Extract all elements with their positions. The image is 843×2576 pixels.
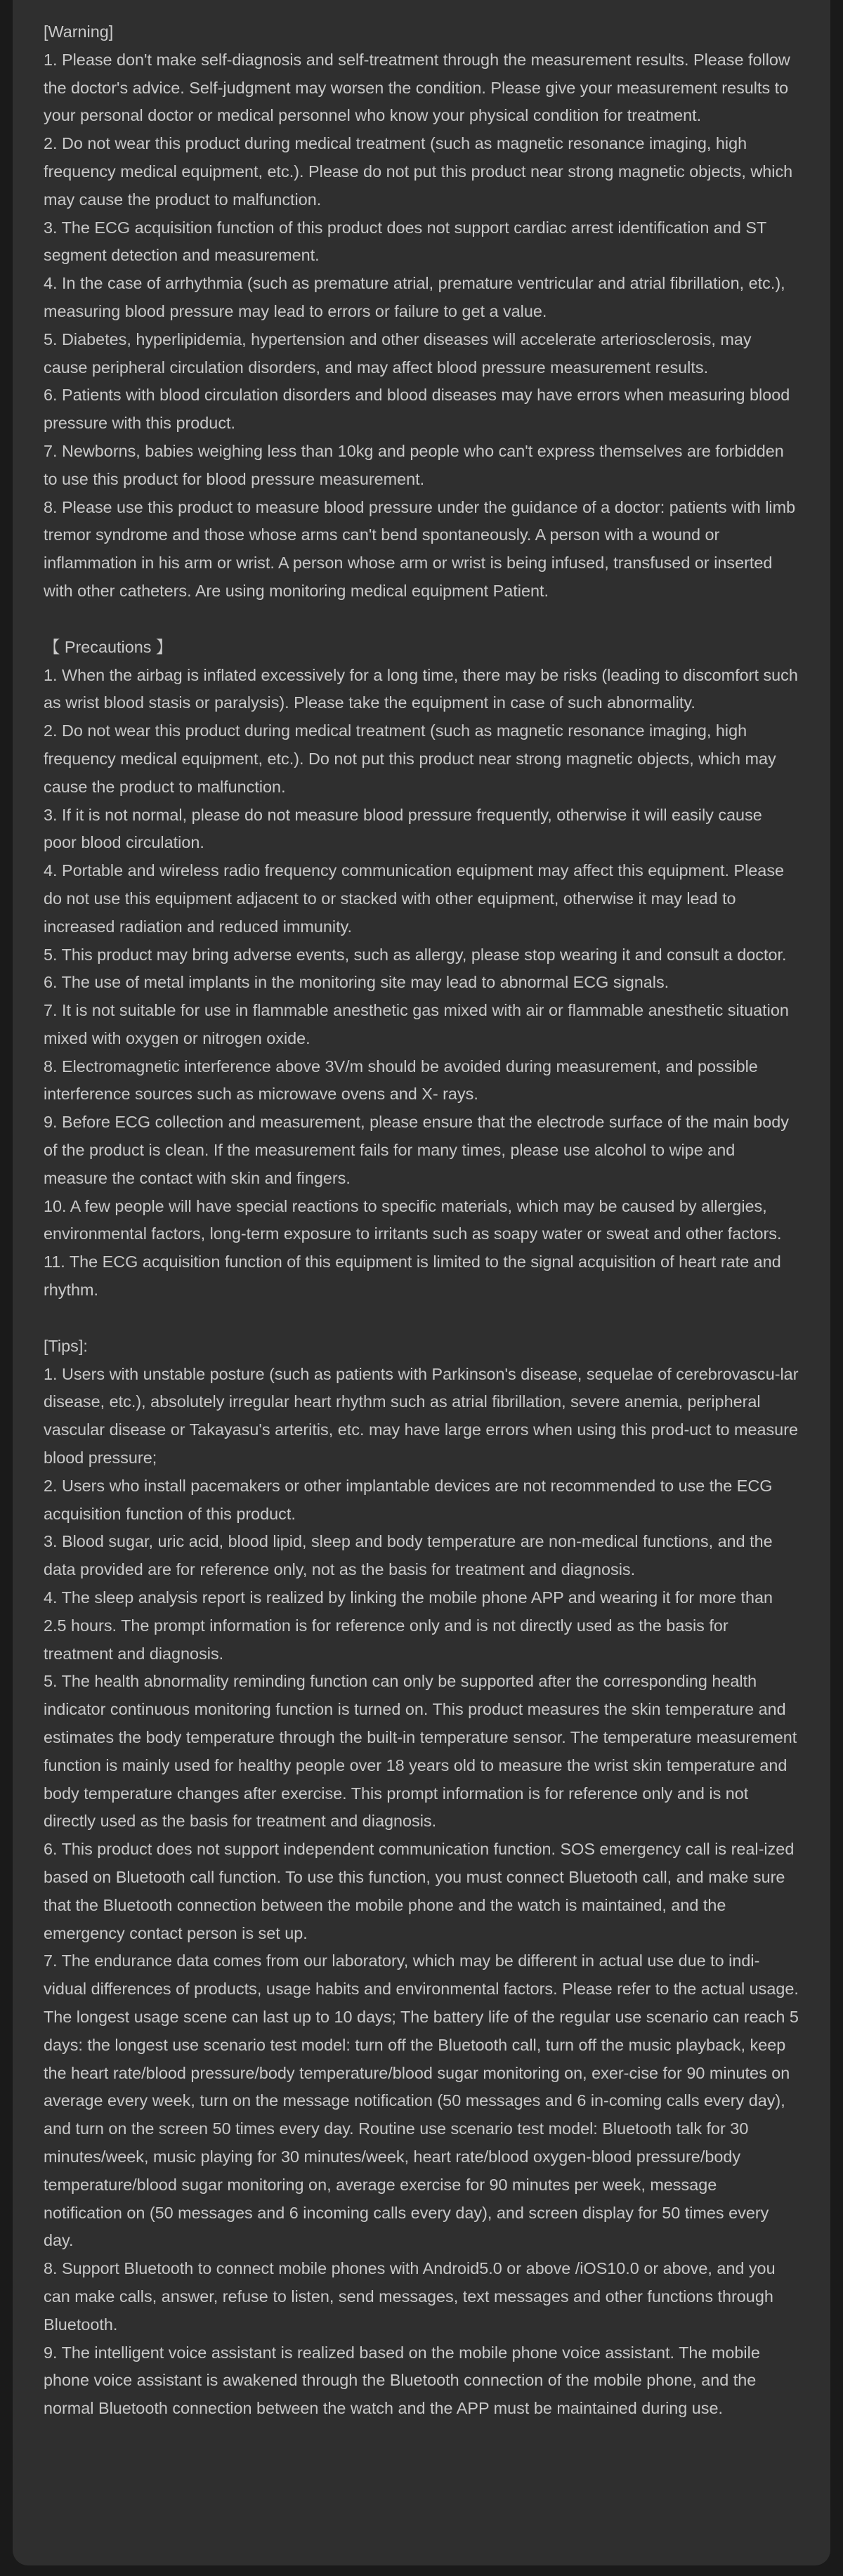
precautions-item-8: 8. Electromagnetic interference above 3V/m should be avoided during measurement, and possible interference sources such as microwave ovens and X- rays. bbox=[44, 1057, 758, 1104]
warning-item-8: 8. Please use this product to measure blood pressure under the guidance of a doctor: patients with limb tremor syndrome and those whose arms can't bend spontaneously. A person with a wound or inflammation in his arm or wrist. A person whose arm or wrist is being infused, transfused or inserted with other catheters. Are using monitoring medical equipment Patient. bbox=[44, 497, 796, 600]
tips-item-1: 1. Users with unstable posture (such as patients with Parkinson's disease, sequelae of cerebrovascu-lar disease, etc.), absolutely irregular heart rhythm such as atrial fibrillation, severe anemia, peripheral vascular disease or Takayasu's arteritis, etc. may have large errors when using this prod-uct to measure blood pressure; bbox=[44, 1364, 799, 1467]
warning-item-6: 6. Patients with blood circulation disorders and blood diseases may have errors when measuring blood pressure with this product. bbox=[44, 386, 790, 433]
tips-item-2: 2. Users who install pacemakers or other implantable devices are not recommended to use the ECG acquisition function of this product. bbox=[44, 1476, 773, 1523]
warning-item-3: 3. The ECG acquisition function of this product does not support cardiac arrest identification and ST segment detection and measurement. bbox=[44, 218, 766, 265]
precautions-item-6: 6. The use of metal implants in the monitoring site may lead to abnormal ECG signals. bbox=[44, 973, 669, 992]
tips-section bbox=[44, 1333, 799, 2423]
warning-item-5: 5. Diabetes, hyperlipidemia, hypertension and other diseases will accelerate arteriosclerosis, may cause peripheral circulation disorders, and may affect blood pressure measurement results. bbox=[44, 329, 752, 377]
warning-item-7: 7. Newborns, babies weighing less than 10kg and people who can't express themselves are forbidden to use this product for blood pressure measurement. bbox=[44, 441, 784, 488]
warning-item-2: 2. Do not wear this product during medical treatment (such as magnetic resonance imaging, high frequency medical equipment, etc.). Please do not put this product near strong magnetic objects, which may cause the product to malfunction. bbox=[44, 134, 793, 209]
precautions-item-9: 9. Before ECG collection and measurement, please ensure that the electrode surface of the main body of the product is clean. If the measurement fails for many times, please use alcohol to wipe and measure the contact with skin and fingers. bbox=[44, 1113, 789, 1187]
tips-item-7: 7. The endurance data comes from our laboratory, which may be different in actual use due to indi-vidual differences of products, usage habits and environmental factors. Please refer to the actual usage. The longest usage scene can last up to 10 days; The battery life of the regular use scenario can reach 5 days: the longest use scenario test model: turn off the Bluetooth call, turn off the music playback, keep the heart rate/blood pressure/body temperature/blood sugar monitoring on, exer-cise for 90 minutes on average every week, turn on the message notification (50 messages and 6 in-coming calls every day), and turn on the screen 50 times every day. Routine use scenario test model: Bluetooth talk for 30 minutes/week, music playing for 30 minutes/week, heart rate/blood oxygen-blood pressure/body temperature/blood sugar monitoring on, average exercise for 90 minutes per week, message notification on (50 messages and 6 incoming calls every day), and screen display for 50 times every day. bbox=[44, 1951, 799, 2250]
precautions-item-5: 5. This product may bring adverse events, such as allergy, please stop wearing it and consult a doctor. bbox=[44, 945, 787, 964]
precautions-item-2: 2. Do not wear this product during medical treatment (such as magnetic resonance imaging, high frequency medical equipment, etc.). Do not put this product near strong magnetic objects, which may cause the product to malfunction. bbox=[44, 721, 776, 796]
document-panel bbox=[13, 0, 830, 2565]
warning-item-4: 4. In the case of arrhythmia (such as premature atrial, premature ventricular and atrial fibrillation, etc.), measuring blood pressure may lead to errors or failure to get a value. bbox=[44, 274, 785, 320]
tips-item-3: 3. Blood sugar, uric acid, blood lipid, sleep and body temperature are non-medical functions, and the data provided are for reference only, not as the basis for treatment and diagnosis. bbox=[44, 1532, 773, 1579]
precautions-item-3: 3. If it is not normal, please do not measure blood pressure frequently, otherwise it will easily cause poor blood circulation. bbox=[44, 805, 762, 852]
warning-item-1: 1. Please don't make self-diagnosis and self-treatment through the measurement results. Please follow the doctor's advice. Self-judgment may worsen the condition. Please give your measurement results to your personal doctor or medical personnel who know your physical condition for treatment. bbox=[44, 50, 790, 125]
tips-item-6: 6. This product does not support independent communication function. SOS emergency call is real-ized based on Bluetooth call function. To use this function, you must connect Bluetooth call, and make sure that the Bluetooth connection between the mobile phone and the watch is maintained, and the emergency contact person is set up. bbox=[44, 1840, 795, 1942]
document-body bbox=[44, 18, 799, 2423]
precautions-item-4: 4. Portable and wireless radio frequency communication equipment may affect this equipment. Please do not use this equipment adjacent to or stacked with other equipment, otherwise it may lead to increased radiation and reduced immunity. bbox=[44, 861, 785, 936]
precautions-item-10: 10. A few people will have special reactions to specific materials, which may be caused by allergies, environmental factors, long-term exposure to irritants such as soapy water or sweat and other factors. bbox=[44, 1196, 782, 1243]
tips-item-8: 8. Support Bluetooth to connect mobile phones with Android5.0 or above /iOS10.0 or above, and you can make calls, answer, refuse to listen, send messages, text messages and other functions through Bluetooth. bbox=[44, 2259, 776, 2334]
tips-item-9: 9. The intelligent voice assistant is realized based on the mobile phone voice assistant. The mobile phone voice assistant is awakened through the Bluetooth connection of the mobile phone, and the normal Bluetooth connection between the watch and the APP must be maintained during use. bbox=[44, 2343, 760, 2418]
precautions-item-7: 7. It is not suitable for use in flammable anesthetic gas mixed with air or flammable anesthetic situation mixed with oxygen or nitrogen oxide. bbox=[44, 1001, 789, 1047]
precautions-heading: 【 Precautions 】 bbox=[44, 637, 173, 656]
tips-heading: [Tips]: bbox=[44, 1336, 88, 1355]
tips-item-5: 5. The health abnormality reminding function can only be supported after the corresponding health indicator continuous monitoring function is turned on. This product measures the skin temperature and estimates the body temperature through the built-in temperature sensor. The temperature measurement function is mainly used for healthy people over 18 years old to measure the wrist skin temperature and body temperature changes after exercise. This prompt information is for reference only and is not directly used as the basis for treatment and diagnosis. bbox=[44, 1672, 797, 1831]
warning-heading: [Warning] bbox=[44, 22, 114, 41]
tips-item-4: 4. The sleep analysis report is realized by linking the mobile phone APP and wearing it for more than 2.5 hours. The prompt information is for reference only and is not directly used as the basis for treatment and diagnosis. bbox=[44, 1588, 773, 1663]
precautions-item-1: 1. When the airbag is inflated excessively for a long time, there may be risks (leading to discomfort such as wrist blood stasis or paralysis). Please take the equipment in case of such abnormality. bbox=[44, 665, 798, 712]
precautions-section bbox=[44, 634, 799, 1305]
warning-section bbox=[44, 18, 799, 606]
precautions-item-11: 11. The ECG acquisition function of this equipment is limited to the signal acquisition of heart rate and rhythm. bbox=[44, 1253, 781, 1300]
